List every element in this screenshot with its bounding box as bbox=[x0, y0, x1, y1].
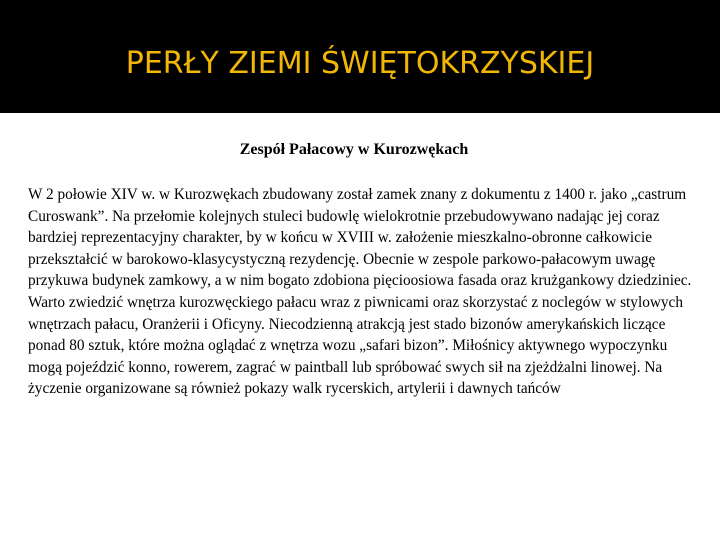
slide-body-text: W 2 połowie XIV w. w Kurozwękach zbudowany został zamek znany z dokumentu z 1400 r. jako „castrum Curoswank”. Na przełomie kolejnych stuleci budowlę wielokrotnie przebudowywano nadając jej coraz bardziej reprezentacyjny charakter, by w końcu w XVIII w. założenie mieszkalno-obronne całkowicie przekształcić w barokowo-klasycystyczną rezydencję. Obecnie w zespole parkowo-pałacowym uwagę przykuwa budynek zamkowy, a w nim bogato zdobiona pięcioosiowa fasada oraz krużgankowy dziedziniec. Warto zwiedzić wnętrza kurozwęckiego pałacu wraz z piwnicami oraz skorzystać z noclegów w stylowych wnętrzach pałacu, Oranżerii i Oficyny. Niecodzienną atrakcją jest stado bizonów amerykańskich liczące ponad 80 sztuk, które można oglądać z wnętrza wozu „safari bizon”. Miłośnicy aktywnego wypoczynku mogą pojeździć konno, rowerem, zagrać w paintball lub spróbować swych sił na zjeżdżalni linowej. Na życzenie organizowane są również pokazy walk rycerskich, artylerii i dawnych tańców bbox=[28, 186, 692, 398]
slide-title: PERŁY ZIEMI ŚWIĘTOKRZYSKIEJ bbox=[125, 46, 595, 81]
slide-content bbox=[28, 140, 700, 400]
slide-subtitle: Zespół Pałacowy w Kurozwękach bbox=[239, 141, 469, 158]
